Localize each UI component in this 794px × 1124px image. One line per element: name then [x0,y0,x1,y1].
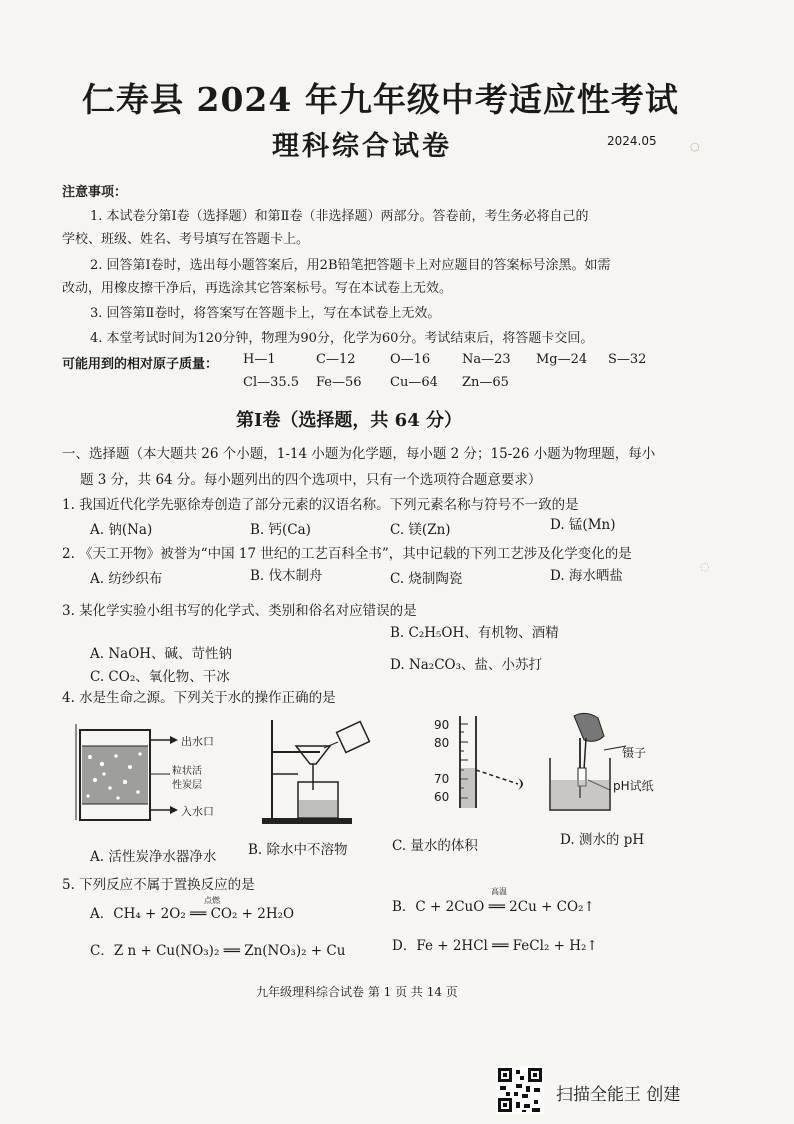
notes-line: 3. 回答第Ⅱ卷时，将答案写在答题卡上，写在本试卷上无效。 [90,306,441,321]
figure-ph-test [540,710,640,816]
option-a: A. 纺纱织布 [90,571,163,587]
bleed-through-mark: ◌ [700,560,710,573]
exam-date: 2024.05 [607,134,657,148]
option-d: D. 锰(Mn) [550,517,616,533]
atomic-mass-item: Zn—65 [462,375,509,390]
option-c: C．Z n + Cu(NO₃)₂ ══ Zn(NO₃)₂ + Cu [90,943,346,959]
scale-60: 60 [434,790,450,804]
scanner-brand: 扫描全能王 创建 [556,1085,681,1105]
option-d: D. 测水的 pH [560,832,645,848]
question-stem: 1. 我国近代化学先驱徐寿创造了部分元素的汉语名称。下列元素名称与符号不一致的是 [62,497,579,513]
atomic-mass-item: Cl—35.5 [243,375,300,390]
option-b: B. C₂H₅OH、有机物、酒精 [390,625,559,641]
option-c: C. 量水的体积 [392,838,478,854]
atomic-mass-label: 可能用到的相对原子质量： [62,357,219,372]
section-instructions: 题 3 分，共 64 分。每小题列出的四个选项中，只有一个选项符合题意要求） [80,472,542,488]
question-stem: 5. 下列反应不属于置换反应的是 [62,877,255,893]
option-d: D．Fe + 2HCl ══ FeCl₂ + H₂↑ [392,938,598,954]
section-instructions: 一、选择题（本大题共 26 个小题，1-14 小题为化学题，每小题 2 分；15-26 小题为物理题，每小 [62,446,656,462]
exam-title: 仁寿县 2024 年九年级中考适应性考试 [82,80,679,119]
condition-ignite: 点燃 [204,896,220,905]
option-d: D. Na₂CO₃、盐、小苏打 [390,657,543,673]
scale-80: 80 [434,736,450,750]
label-ph-paper: pH试纸 [613,779,654,793]
bleed-through-mark: ○ [690,140,700,153]
label-inlet: 入水口 [181,805,214,818]
atomic-mass-item: O—16 [390,352,431,367]
notes-line: 1. 本试卷分第Ⅰ卷（选择题）和第Ⅱ卷（非选择题）两部分。答卷前，考生务必将自己的 [90,209,589,224]
option-a: A. 钠(Na) [90,522,153,538]
exam-subtitle: 理科综合试卷 [272,131,452,162]
option-c: C. CO₂、氧化物、干冰 [90,669,230,685]
notes-line: 2. 回答第Ⅰ卷时，选出每小题答案后，用2B铅笔把答题卡上对应题目的答案标号涂黑。如需 [90,258,611,273]
atomic-mass-item: C—12 [316,352,356,367]
section-heading: 第Ⅰ卷（选择题，共 64 分） [236,410,463,431]
atomic-mass-item: Cu—64 [390,375,438,390]
atomic-mass-item: Fe—56 [316,375,362,390]
atomic-mass-item: Na—23 [462,352,511,367]
label-carbon-2: 性炭层 [172,780,202,791]
option-d: D. 海水晒盐 [550,568,623,584]
option-a: A. NaOH、碱、苛性钠 [90,646,233,662]
option-a: A. 活性炭净水器净水 [90,849,217,865]
question-stem: 4. 水是生命之源。下列关于水的操作正确的是 [62,690,336,706]
page-footer: 九年级理科综合试卷 第 1 页 共 14 页 [256,985,458,999]
notes-line: 改动，用橡皮擦干净后，再选涂其它答案标号。写在本试卷上无效。 [62,281,453,296]
label-carbon-1: 粒状活 [172,766,202,777]
question-stem: 3. 某化学实验小组书写的化学式、类别和俗名对应错误的是 [62,603,417,619]
atomic-mass-item: H—1 [243,352,276,367]
option-b: B. 钙(Ca) [250,522,311,538]
qr-code-icon [496,1066,544,1114]
option-c: C. 镁(Zn) [390,522,451,538]
question-stem: 2. 《天工开物》被誉为“中国 17 世纪的工艺百科全书”，其中记载的下列工艺涉及化学变化的是 [62,546,632,562]
label-tweezers: 镊子 [622,746,647,760]
option-b: B. 伐木制舟 [250,568,323,584]
figure-filtration [258,712,378,827]
label-outlet: 出水口 [181,735,214,748]
notes-line: 4. 本堂考试时间为120分钟，物理为90分，化学为60分。考试结束后，将答题卡交回。 [90,331,594,346]
option-b: B．C + 2CuO ══ 2Cu + CO₂↑ [392,899,595,915]
option-a: A．CH₄ + 2O₂ ══ CO₂ + 2H₂O [90,906,295,922]
condition-heat: 高温 [491,887,507,896]
atomic-mass-item: S—32 [608,352,647,367]
option-b: B. 除水中不溶物 [248,842,348,858]
scale-70: 70 [434,772,450,786]
scale-90: 90 [434,718,450,732]
notes-line: 学校、班级、姓名、考号填写在答题卡上。 [62,232,310,247]
notes-heading: 注意事项： [62,185,128,200]
atomic-mass-item: Mg—24 [536,352,588,367]
option-c: C. 烧制陶瓷 [390,571,463,587]
